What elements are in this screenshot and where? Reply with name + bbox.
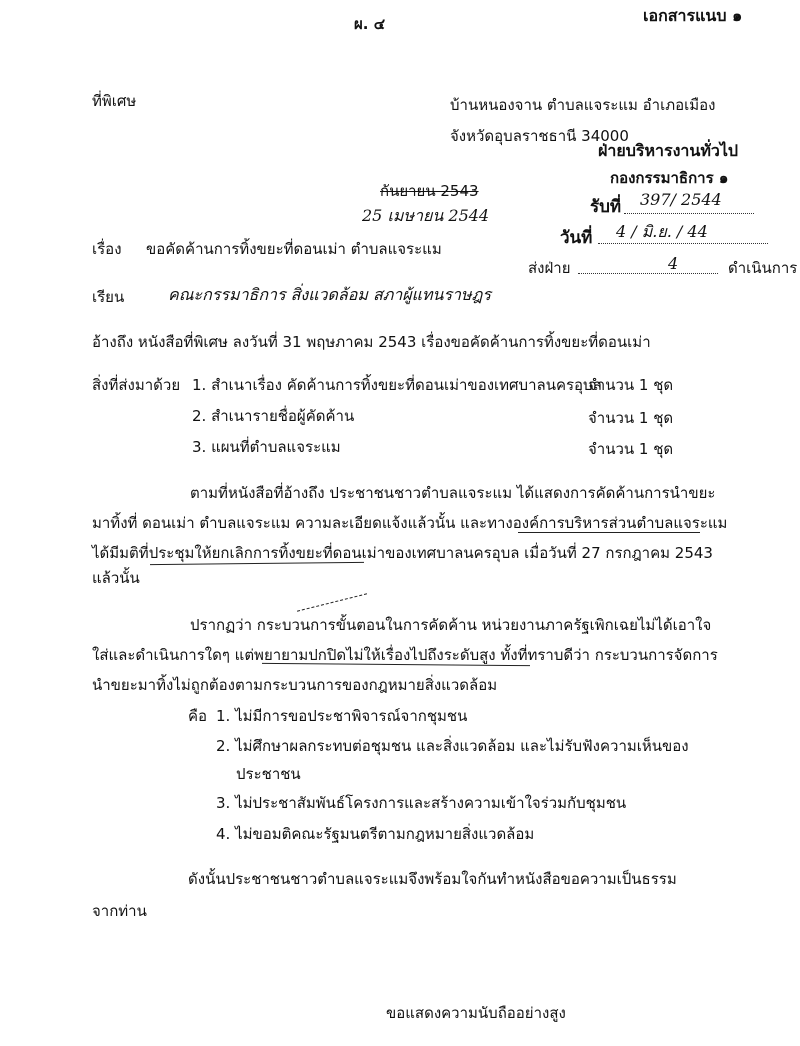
enclosure-qty: จำนวน 1 ชุด bbox=[588, 409, 674, 427]
recipient-label: เรียน bbox=[92, 288, 125, 306]
stamp-date-dots bbox=[598, 243, 768, 244]
stamp-to-dots bbox=[578, 273, 718, 274]
address-line-2: จังหวัดอุบลราชธานี 34000 bbox=[450, 127, 629, 145]
closing-line: จากท่าน bbox=[92, 902, 147, 920]
paragraph-1-line: ตามที่หนังสือที่อ้างถึง ประชาชนชาวตำบลแจระแม ได้แสดงการคัดค้านการนำขยะ bbox=[190, 484, 716, 502]
enclosure-item: 3. แผนที่ตำบลแจระแม bbox=[192, 438, 341, 456]
paragraph-2-line: ใส่และดำเนินการใดๆ แต่พยายามปกปิดไม่ให้เรื่องไปถึงระดับสูง ทั้งที่ทราบดีว่า กระบวนการจัดการ bbox=[92, 646, 718, 664]
paragraph-1-line: แล้วนั้น bbox=[92, 569, 140, 587]
signoff: ขอแสดงความนับถืออย่างสูง bbox=[386, 1004, 566, 1022]
underline-mark bbox=[518, 532, 700, 533]
paragraph-1-line: ได้มีมติที่ประชุมให้ยกเลิกการทิ้งขยะที่ดอนเม่าของเทศบาลนครอุบล เมื่อวันที่ 27 กรกฎาคม 2543 bbox=[92, 544, 713, 562]
stamp-to-label: ส่งฝ่าย bbox=[528, 259, 571, 277]
point-item-continued: ประชาชน bbox=[236, 765, 301, 783]
point-item: 2. ไม่ศึกษาผลกระทบต่อชุมชน และสิ่งแวดล้อม และไม่รับฟังความเห็นของ bbox=[216, 737, 689, 755]
point-item: 1. ไม่มีการขอประชาพิจารณ์จากชุมชน bbox=[216, 707, 468, 725]
point-item: 4. ไม่ขอมติคณะรัฐมนตรีตามกฎหมายสิ่งแวดล้อม bbox=[216, 825, 535, 843]
address-line-1: บ้านหนองจาน ตำบลแจระแม อำเภอเมือง bbox=[450, 96, 716, 114]
paragraph-2-line: นำขยะมาทิ้งไม่ถูกต้องตามกระบวนการของกฎหมายสิ่งแวดล้อม bbox=[92, 676, 498, 694]
paragraph-1-line: มาทิ้งที่ ดอนเม่า ตำบลแจระแม ความละเอียดแจ้งแล้วนั้น และทางองค์การบริหารส่วนตำบลแจระแม bbox=[92, 514, 728, 532]
stamp-office: ฝ่ายบริหารงานทั่วไป bbox=[598, 141, 739, 160]
stamp-received-number: 397/ 2544 bbox=[640, 190, 722, 209]
point-item: 3. ไม่ประชาสัมพันธ์โครงการและสร้างความเข้าใจร่วมกับชุมชน bbox=[216, 794, 627, 812]
letter-date: 25 เมษายน 2544 bbox=[362, 206, 490, 225]
stamp-received-dots bbox=[624, 213, 754, 214]
stamp-to-suffix: ดำเนินการ bbox=[728, 259, 798, 277]
closing-line: ดังนั้นประชาชนชาวตำบลแจระแมจึงพร้อมใจกันทำหนังสือขอความเป็นธรรม bbox=[188, 870, 677, 888]
subject-text: ขอคัดค้านการทิ้งขยะที่ดอนเม่า ตำบลแจระแม bbox=[146, 240, 442, 258]
enclosures-label: สิ่งที่ส่งมาด้วย bbox=[92, 376, 181, 394]
enclosure-qty: จำนวน 1 ชุด bbox=[588, 440, 674, 458]
paragraph-2-line: ปรากฏว่า กระบวนการขั้นตอนในการคัดค้าน หน่วยงานภาครัฐเพิกเฉยไม่ได้เอาใจ bbox=[190, 616, 712, 634]
page-code: ผ. ๔ bbox=[354, 15, 386, 33]
subject-label: เรื่อง bbox=[92, 240, 122, 258]
pen-mark bbox=[297, 593, 367, 611]
old-date: กันยายน 2543 bbox=[380, 182, 479, 200]
stamp-date-label: วันที่ bbox=[560, 228, 593, 248]
enclosure-item: 1. สำเนาเรื่อง คัดค้านการทิ้งขยะที่ดอนเม่าของเทศบาลนครอุบล bbox=[192, 376, 602, 394]
recipient-text: คณะกรรมาธิการ สิ่งแวดล้อม สภาผู้แทนราษฎร bbox=[168, 285, 491, 304]
stamp-date-value: 4 / มิ.ย. / 44 bbox=[616, 222, 708, 241]
stamp-received-label: รับที่ bbox=[590, 197, 622, 217]
reference-number: ที่พิเศษ bbox=[92, 92, 137, 110]
attachment-label: เอกสารแนบ ๑ bbox=[643, 6, 743, 25]
stamp-to-value: 4 bbox=[668, 254, 679, 273]
points-lead: คือ bbox=[188, 707, 208, 725]
reference-line: อ้างถึง หนังสือที่พิเศษ ลงวันที่ 31 พฤษภาคม 2543 เรื่องขอคัดค้านการทิ้งขยะที่ดอนเม่า bbox=[92, 333, 651, 351]
enclosure-item: 2. สำเนารายชื่อผู้คัดค้าน bbox=[192, 407, 355, 425]
stamp-division: กองกรรมาธิการ ๑ bbox=[610, 169, 729, 187]
enclosure-qty: จำนวน 1 ชุด bbox=[588, 376, 674, 394]
